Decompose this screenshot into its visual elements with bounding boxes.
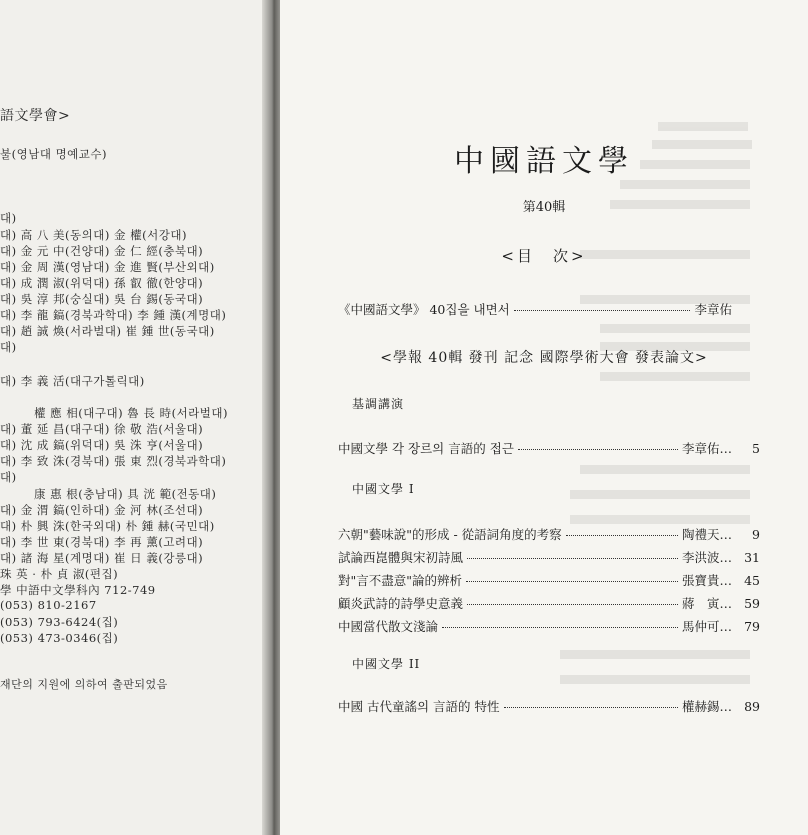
toc-entry-author: 蔣 寅… (681, 596, 732, 611)
left-page-line: 語文學會> (0, 108, 71, 124)
toc-entry (338, 439, 760, 457)
toc-entry-title: 中國 古代童謠의 言語的 特性 (338, 699, 500, 714)
toc-leader-dots (467, 558, 678, 559)
left-page-line: (053) 473-0346(집) (0, 631, 119, 645)
left-page-line: 珠 英 · 朴 貞 淑(편집) (0, 567, 119, 581)
toc-entry-title: 顧炎武詩的詩學史意義 (338, 596, 464, 611)
toc-entry-page: 31 (744, 550, 760, 565)
toc-entry (338, 594, 760, 612)
left-page-line: (053) 810-2167 (0, 598, 97, 612)
left-page-line: 대) 諸 海 星(계명대) 崔 日 義(강릉대) (0, 551, 204, 565)
left-page-line: 대) (0, 340, 17, 354)
left-page-line: 대) 朴 興 洙(한국외대) 朴 鍾 赫(국민대) (0, 519, 215, 533)
left-page-line: 대) 李 世 東(경북대) 李 再 薰(고려대) (0, 535, 204, 549)
left-page-line: 대) 李 致 洙(경북대) 張 東 烈(경북과학대) (0, 454, 227, 468)
section-heading: <學報 40輯 發刊 記念 國際學術大會 發表論文> (380, 350, 708, 366)
left-page-line: 대) 沈 成 鎬(위덕대) 吳 洙 亨(서울대) (0, 438, 204, 452)
toc-entry (338, 525, 760, 543)
toc-entry-author: 李章佑 (694, 302, 732, 317)
toc-leader-dots (518, 449, 678, 450)
left-page-line: 대) 成 潤 淑(위덕대) 孫 叡 徹(한양대) (0, 276, 204, 290)
toc-entry-page: 79 (744, 619, 760, 634)
toc-entry-page: 9 (752, 527, 760, 542)
left-page-line: 대) 趙 誠 煥(서라벌대) 崔 鍾 世(동국대) (0, 324, 215, 338)
toc-leader-dots (514, 310, 691, 311)
toc-leader-dots (504, 707, 678, 708)
left-page-line: 대) 董 延 昌(대구대) 徐 敬 浩(서울대) (0, 422, 204, 436)
toc-entry-page: 5 (752, 441, 760, 456)
left-page-line: 재단의 지원에 의하여 출판되었음 (0, 678, 168, 691)
group-heading: 中國文學 I (352, 482, 415, 496)
journal-title: 中國語文學 (454, 144, 634, 179)
toc-entry-author: 李章佑… (681, 441, 732, 456)
volume-number: 第40輯 (522, 200, 566, 215)
toc-entry-page: 45 (744, 573, 760, 588)
contents-label: <目 次> (501, 247, 587, 265)
left-page-line: 불(영남대 명예교수) (0, 147, 107, 161)
toc-entry-title: 《中國語文學》 40집을 내면서 (338, 302, 510, 317)
toc-entry (338, 548, 760, 566)
left-page-line: 대) (0, 470, 17, 484)
toc-entry-title: 六朝"藝味說"的形成 - 從語詞角度的考察 (338, 527, 562, 542)
toc-entry-intro (338, 300, 760, 318)
group-heading: 中國文學 II (352, 657, 421, 671)
toc-entry-page: 59 (744, 596, 760, 611)
right-page (280, 0, 808, 835)
toc-entry-title: 中國當代散文淺論 (338, 619, 439, 634)
left-page-line: (053) 793-6424(집) (0, 615, 119, 629)
left-page-line: 權 應 相(대구대) 魯 長 時(서라벌대) (34, 406, 228, 420)
left-page (0, 0, 268, 835)
toc-leader-dots (566, 535, 678, 536)
toc-entry-page: 89 (744, 699, 760, 714)
group-heading: 基調講演 (352, 397, 405, 411)
toc-leader-dots (466, 581, 678, 582)
left-page-line: 學 中語中文學科內 712-749 (0, 583, 156, 597)
left-page-line: 康 惠 根(충남대) 具 洸 範(전동대) (34, 487, 217, 501)
toc-entry-title: 對"言不盡意"論的辨析 (338, 573, 462, 588)
toc-entry-author: 陶禮天… (681, 527, 732, 542)
toc-entry-title: 中國文學 각 장르의 言語的 접근 (338, 441, 514, 456)
left-page-line: 대) 金 周 漢(영남대) 金 進 賢(부산외대) (0, 260, 215, 274)
left-page-line: 대) 李 龍 鎬(경북과학대) 李 鍾 漢(계명대) (0, 308, 227, 322)
toc-entry-author: 權赫錫… (681, 699, 732, 714)
left-page-line: 대) 吳 淳 邦(숭실대) 吳 台 錫(동국대) (0, 292, 204, 306)
left-page-line: 대) 李 義 活(대구가톨릭대) (0, 374, 145, 388)
left-page-line: 대) 金 元 中(건양대) 金 仁 經(충북대) (0, 244, 204, 258)
toc-leader-dots (442, 627, 678, 628)
left-page-line: 대) 高 八 美(동의대) 金 權(서강대) (0, 228, 187, 242)
toc-entry-author: 張寶貴… (681, 573, 732, 588)
toc-entry (338, 697, 760, 715)
toc-entry-author: 馬仲可… (681, 619, 732, 634)
toc-entry (338, 571, 760, 589)
left-page-line: 대) 金 渭 鎬(인하대) 金 河 林(조선대) (0, 503, 204, 517)
toc-entry-title: 試論西崑體與宋初詩風 (338, 550, 464, 565)
toc-entry (338, 617, 760, 635)
toc-entry-author: 李洪波… (681, 550, 732, 565)
toc-leader-dots (467, 604, 678, 605)
left-page-line: 대) (0, 211, 17, 225)
